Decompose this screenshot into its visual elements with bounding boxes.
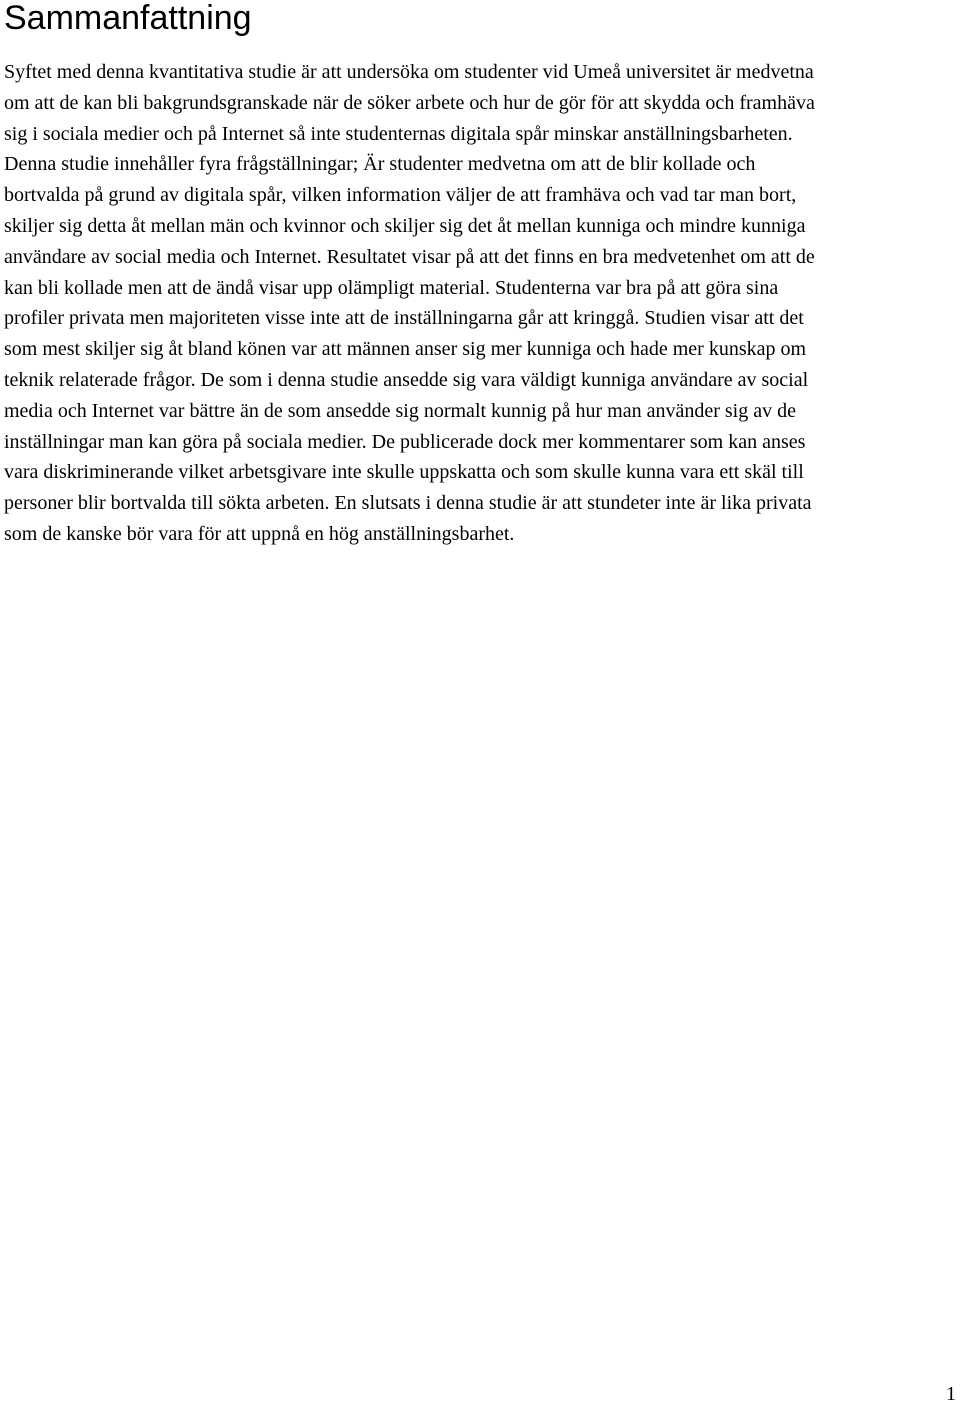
abstract-line: sig i sociala medier och på Internet så inte studenternas digitala spår minskar anställningsbarheten. xyxy=(4,122,793,145)
abstract-line: skiljer sig detta åt mellan män och kvinnor och skiljer sig det åt mellan kunniga och mindre kunniga xyxy=(4,214,806,237)
abstract-line: om att de kan bli bakgrundsgranskade när de söker arbete och hur de gör för att skydda och framhäva xyxy=(4,91,815,114)
abstract-paragraph xyxy=(4,57,956,550)
abstract-line: bortvalda på grund av digitala spår, vilken information väljer de att framhäva och vad tar man bort, xyxy=(4,184,797,207)
abstract-line: profiler privata men majoriteten visse inte att de inställningarna går att kringgå. Studien visar att det xyxy=(4,307,804,330)
abstract-line: Denna studie innehåller fyra frågställningar; Är studenter medvetna om att de blir kollade och xyxy=(4,153,756,176)
abstract-line: kan bli kollade men att de ändå visar upp olämpligt material. Studenterna var bra på att göra sina xyxy=(4,276,779,299)
abstract-line: teknik relaterade frågor. De som i denna studie ansedde sig vara väldigt kunniga användare av social xyxy=(4,368,809,391)
abstract-line: vara diskriminerande vilket arbetsgivare inte skulle uppskatta och som skulle kunna vara ett skäl till xyxy=(4,461,804,484)
abstract-line: som mest skiljer sig åt bland könen var att männen anser sig mer kunniga och hade mer kunskap om xyxy=(4,338,807,361)
page-title: Sammanfattning xyxy=(4,0,252,37)
abstract-line: inställningar man kan göra på sociala medier. De publicerade dock mer kommentarer som kan anses xyxy=(4,430,806,453)
abstract-line: media och Internet var bättre än de som ansedde sig normalt kunnig på hur man använder sig av de xyxy=(4,399,796,422)
abstract-line: Syftet med denna kvantitativa studie är att undersöka om studenter vid Umeå universitet är medvetna xyxy=(4,61,814,83)
abstract-line: som de kanske bör vara för att uppnå en hög anställningsbarhet. xyxy=(4,522,515,545)
abstract-line: användare av social media och Internet. Resultatet visar på att det finns en bra medvetenhet om att de xyxy=(4,245,815,268)
abstract-line: personer blir bortvalda till sökta arbeten. En slutsats i denna studie är att stundeter inte är lika privata xyxy=(4,492,812,515)
page-number: 1 xyxy=(946,1383,956,1405)
